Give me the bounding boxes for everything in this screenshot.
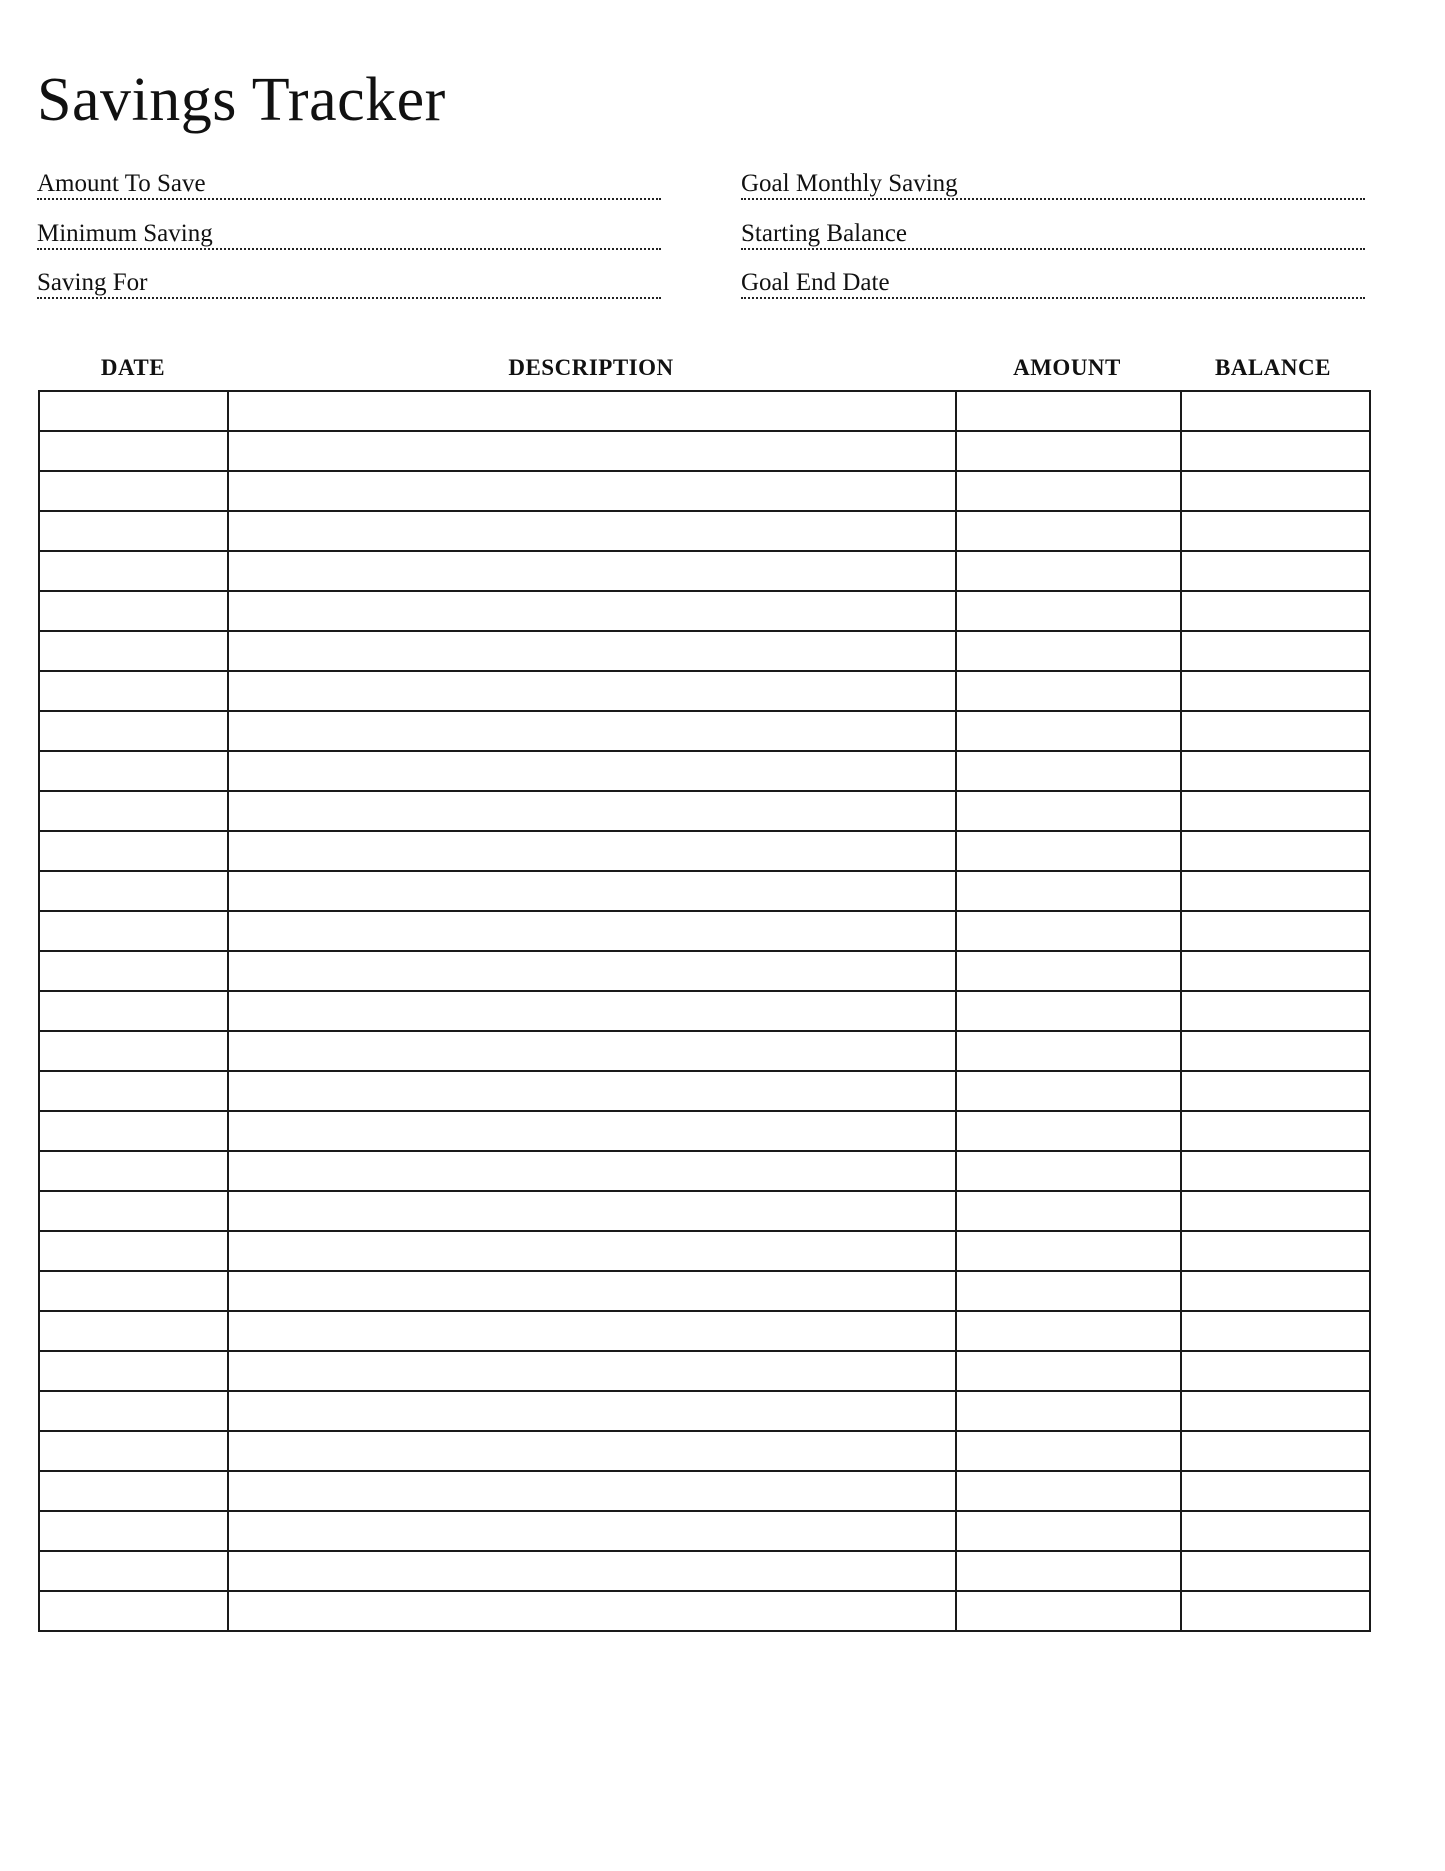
amount-cell[interactable] [956, 1351, 1181, 1391]
date-cell[interactable] [39, 551, 228, 591]
amount-cell[interactable] [956, 871, 1181, 911]
description-cell[interactable] [228, 751, 956, 791]
table-row [39, 1391, 1370, 1431]
column-header-balance: BALANCE [1215, 355, 1331, 380]
amount-cell[interactable] [956, 1111, 1181, 1151]
date-cell[interactable] [39, 1511, 228, 1551]
savings-log-body [39, 391, 1370, 1631]
description-cell[interactable] [228, 1031, 956, 1071]
minimum-saving-label: Minimum Saving [37, 220, 213, 247]
table-row [39, 951, 1370, 991]
description-cell[interactable] [228, 671, 956, 711]
date-cell[interactable] [39, 1431, 228, 1471]
amount-cell[interactable] [956, 391, 1181, 431]
balance-cell[interactable] [1181, 791, 1370, 831]
table-row [39, 1591, 1370, 1631]
date-cell[interactable] [39, 871, 228, 911]
date-cell[interactable] [39, 391, 228, 431]
table-row [39, 471, 1370, 511]
balance-cell[interactable] [1181, 631, 1370, 671]
balance-cell[interactable] [1181, 511, 1370, 551]
date-cell[interactable] [39, 951, 228, 991]
table-row [39, 631, 1370, 671]
minimum-saving-field[interactable] [37, 220, 661, 250]
amount-cell[interactable] [956, 1271, 1181, 1311]
balance-cell[interactable] [1181, 1031, 1370, 1071]
date-cell[interactable] [39, 1151, 228, 1191]
saving-for-field[interactable] [37, 269, 661, 299]
amount-cell[interactable] [956, 751, 1181, 791]
amount-cell[interactable] [956, 471, 1181, 511]
amount-cell[interactable] [956, 831, 1181, 871]
balance-cell[interactable] [1181, 991, 1370, 1031]
amount-cell[interactable] [956, 1431, 1181, 1471]
table-row [39, 1471, 1370, 1511]
amount-cell[interactable] [956, 911, 1181, 951]
amount-cell[interactable] [956, 511, 1181, 551]
starting-balance-field[interactable] [741, 220, 1365, 250]
date-cell[interactable] [39, 431, 228, 471]
description-cell[interactable] [228, 1231, 956, 1271]
table-row [39, 1551, 1370, 1591]
table-row [39, 1071, 1370, 1111]
amount-cell[interactable] [956, 671, 1181, 711]
balance-cell[interactable] [1181, 1351, 1370, 1391]
table-row [39, 831, 1370, 871]
amount-cell[interactable] [956, 951, 1181, 991]
balance-cell[interactable] [1181, 551, 1370, 591]
balance-cell[interactable] [1181, 831, 1370, 871]
table-row [39, 1031, 1370, 1071]
goal-end-date-label: Goal End Date [741, 269, 890, 296]
amount-cell[interactable] [956, 591, 1181, 631]
amount-cell[interactable] [956, 791, 1181, 831]
balance-cell[interactable] [1181, 1071, 1370, 1111]
date-cell[interactable] [39, 1271, 228, 1311]
saving-for-label: Saving For [37, 269, 148, 296]
description-cell[interactable] [228, 1351, 956, 1391]
description-cell[interactable] [228, 791, 956, 831]
date-cell[interactable] [39, 511, 228, 551]
date-cell[interactable] [39, 1191, 228, 1231]
balance-cell[interactable] [1181, 1151, 1370, 1191]
date-cell[interactable] [39, 991, 228, 1031]
description-cell[interactable] [228, 511, 956, 551]
amount-cell[interactable] [956, 1591, 1181, 1631]
amount-cell[interactable] [956, 1071, 1181, 1111]
description-cell[interactable] [228, 431, 956, 471]
amount-cell[interactable] [956, 1231, 1181, 1271]
table-row [39, 551, 1370, 591]
description-cell[interactable] [228, 391, 956, 431]
balance-cell[interactable] [1181, 471, 1370, 511]
description-cell[interactable] [228, 551, 956, 591]
amount-to-save-label: Amount To Save [37, 170, 206, 197]
date-cell[interactable] [39, 1551, 228, 1591]
date-cell[interactable] [39, 1231, 228, 1271]
date-cell[interactable] [39, 1471, 228, 1511]
balance-cell[interactable] [1181, 1191, 1370, 1231]
balance-cell[interactable] [1181, 911, 1370, 951]
balance-cell[interactable] [1181, 1111, 1370, 1151]
date-cell[interactable] [39, 1391, 228, 1431]
table-row [39, 1311, 1370, 1351]
amount-cell[interactable] [956, 991, 1181, 1031]
amount-cell[interactable] [956, 1191, 1181, 1231]
goal-monthly-saving-label: Goal Monthly Saving [741, 170, 958, 197]
table-row [39, 1111, 1370, 1151]
balance-cell[interactable] [1181, 1391, 1370, 1431]
date-cell[interactable] [39, 751, 228, 791]
description-cell[interactable] [228, 1391, 956, 1431]
balance-cell[interactable] [1181, 711, 1370, 751]
amount-cell[interactable] [956, 1391, 1181, 1431]
date-cell[interactable] [39, 1031, 228, 1071]
table-row [39, 1431, 1370, 1471]
goal-monthly-saving-field[interactable] [741, 170, 1365, 200]
table-row [39, 991, 1370, 1031]
amount-cell[interactable] [956, 631, 1181, 671]
table-row [39, 431, 1370, 471]
date-cell[interactable] [39, 591, 228, 631]
date-cell[interactable] [39, 1311, 228, 1351]
description-cell[interactable] [228, 1111, 956, 1151]
table-row [39, 791, 1370, 831]
amount-to-save-field[interactable] [37, 170, 661, 200]
balance-cell[interactable] [1181, 391, 1370, 431]
page-title: Savings Tracker [37, 66, 446, 134]
description-cell[interactable] [228, 471, 956, 511]
balance-cell[interactable] [1181, 951, 1370, 991]
table-row [39, 511, 1370, 551]
description-cell[interactable] [228, 591, 956, 631]
table-row [39, 911, 1370, 951]
description-cell[interactable] [228, 1151, 956, 1191]
column-header-date: DATE [100, 355, 166, 380]
balance-cell[interactable] [1181, 591, 1370, 631]
description-cell[interactable] [228, 1311, 956, 1351]
table-row [39, 751, 1370, 791]
table-row [39, 591, 1370, 631]
amount-cell[interactable] [956, 1471, 1181, 1511]
table-row [39, 671, 1370, 711]
table-row [39, 1191, 1370, 1231]
date-cell[interactable] [39, 1111, 228, 1151]
description-cell[interactable] [228, 871, 956, 911]
table-row [39, 1231, 1370, 1271]
balance-cell[interactable] [1181, 1271, 1370, 1311]
amount-cell[interactable] [956, 1151, 1181, 1191]
date-cell[interactable] [39, 1071, 228, 1111]
amount-cell[interactable] [956, 1031, 1181, 1071]
date-cell[interactable] [39, 911, 228, 951]
description-cell[interactable] [228, 1271, 956, 1311]
amount-cell[interactable] [956, 711, 1181, 751]
table-row [39, 711, 1370, 751]
description-cell[interactable] [228, 991, 956, 1031]
description-cell[interactable] [228, 1191, 956, 1231]
description-cell[interactable] [228, 1431, 956, 1471]
description-cell[interactable] [228, 1511, 956, 1551]
table-row [39, 1351, 1370, 1391]
balance-cell[interactable] [1181, 671, 1370, 711]
table-row [39, 1271, 1370, 1311]
date-cell[interactable] [39, 1351, 228, 1391]
date-cell[interactable] [39, 471, 228, 511]
description-cell[interactable] [228, 831, 956, 871]
description-cell[interactable] [228, 1591, 956, 1631]
amount-cell[interactable] [956, 431, 1181, 471]
description-cell[interactable] [228, 911, 956, 951]
table-header [39, 350, 1367, 386]
date-cell[interactable] [39, 671, 228, 711]
date-cell[interactable] [39, 791, 228, 831]
table-row [39, 1511, 1370, 1551]
savings-log-table [38, 390, 1371, 1632]
amount-cell[interactable] [956, 551, 1181, 591]
balance-cell[interactable] [1181, 431, 1370, 471]
amount-cell[interactable] [956, 1511, 1181, 1551]
description-cell[interactable] [228, 631, 956, 671]
balance-cell[interactable] [1181, 1311, 1370, 1351]
starting-balance-label: Starting Balance [741, 220, 907, 247]
balance-cell[interactable] [1181, 1431, 1370, 1471]
balance-cell[interactable] [1181, 1551, 1370, 1591]
description-cell[interactable] [228, 1471, 956, 1511]
table-row [39, 1151, 1370, 1191]
description-cell[interactable] [228, 1551, 956, 1591]
description-cell[interactable] [228, 951, 956, 991]
balance-cell[interactable] [1181, 1511, 1370, 1551]
description-cell[interactable] [228, 1071, 956, 1111]
balance-cell[interactable] [1181, 1471, 1370, 1511]
balance-cell[interactable] [1181, 1231, 1370, 1271]
goal-end-date-field[interactable] [741, 269, 1365, 299]
date-cell[interactable] [39, 1591, 228, 1631]
column-header-description: DESCRIPTION [508, 355, 674, 380]
amount-cell[interactable] [956, 1551, 1181, 1591]
amount-cell[interactable] [956, 1311, 1181, 1351]
balance-cell[interactable] [1181, 1591, 1370, 1631]
column-header-amount: AMOUNT [1013, 355, 1121, 380]
balance-cell[interactable] [1181, 751, 1370, 791]
description-cell[interactable] [228, 711, 956, 751]
table-row [39, 871, 1370, 911]
date-cell[interactable] [39, 631, 228, 671]
table-row [39, 391, 1370, 431]
date-cell[interactable] [39, 711, 228, 751]
balance-cell[interactable] [1181, 871, 1370, 911]
date-cell[interactable] [39, 831, 228, 871]
